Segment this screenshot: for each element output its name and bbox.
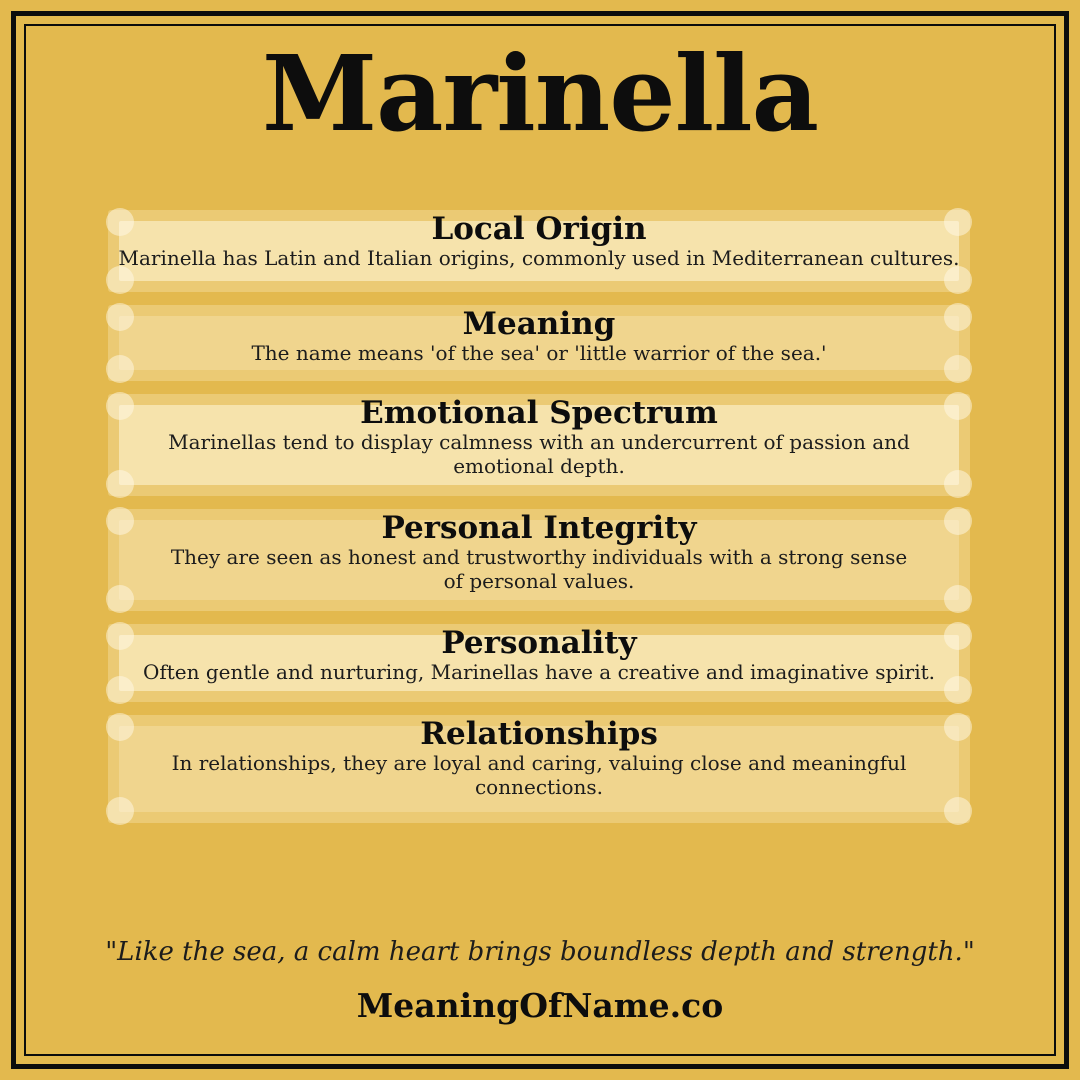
sections-list	[108, 210, 970, 823]
section-personal-integrity	[108, 509, 970, 611]
corner-dot	[106, 585, 134, 613]
footer-quote: "Like the sea, a calm heart brings boundless depth and strength."	[105, 937, 975, 967]
section-heading: Emotional Spectrum	[360, 395, 718, 431]
page-title: Marinella	[262, 32, 818, 155]
corner-dot	[944, 585, 972, 613]
section-body: Marinella has Latin and Italian origins, commonly used in Mediterranean cultures.	[118, 246, 960, 271]
section-heading: Meaning	[462, 306, 616, 342]
section-heading: Local Origin	[431, 211, 647, 247]
section-relationships	[108, 715, 970, 823]
section-body: Often gentle and nurturing, Marinellas have a creative and imaginative spirit.	[142, 660, 936, 685]
section-emotional-spectrum	[108, 394, 970, 496]
corner-dot	[944, 266, 972, 294]
section-heading: Personal Integrity	[381, 510, 697, 546]
corner-dot	[944, 797, 972, 825]
section-heading: Relationships	[420, 716, 658, 752]
section-body: In relationships, they are loyal and caring, valuing close and meaningful connections.	[171, 751, 907, 800]
corner-dot	[106, 797, 134, 825]
corner-dot	[106, 266, 134, 294]
section-body: The name means 'of the sea' or 'little warrior of the sea.'	[251, 341, 827, 366]
section-body: Marinellas tend to display calmness with an undercurrent of passion and emotional depth.	[168, 430, 910, 479]
section-heading: Personality	[441, 625, 637, 661]
footer	[0, 936, 1080, 1025]
section-meaning	[108, 305, 970, 381]
section-local-origin	[108, 210, 970, 292]
section-body: They are seen as honest and trustworthy individuals with a strong sense of personal values.	[170, 545, 908, 594]
section-personality	[108, 624, 970, 702]
brand-name: MeaningOfName.co	[356, 985, 724, 1025]
